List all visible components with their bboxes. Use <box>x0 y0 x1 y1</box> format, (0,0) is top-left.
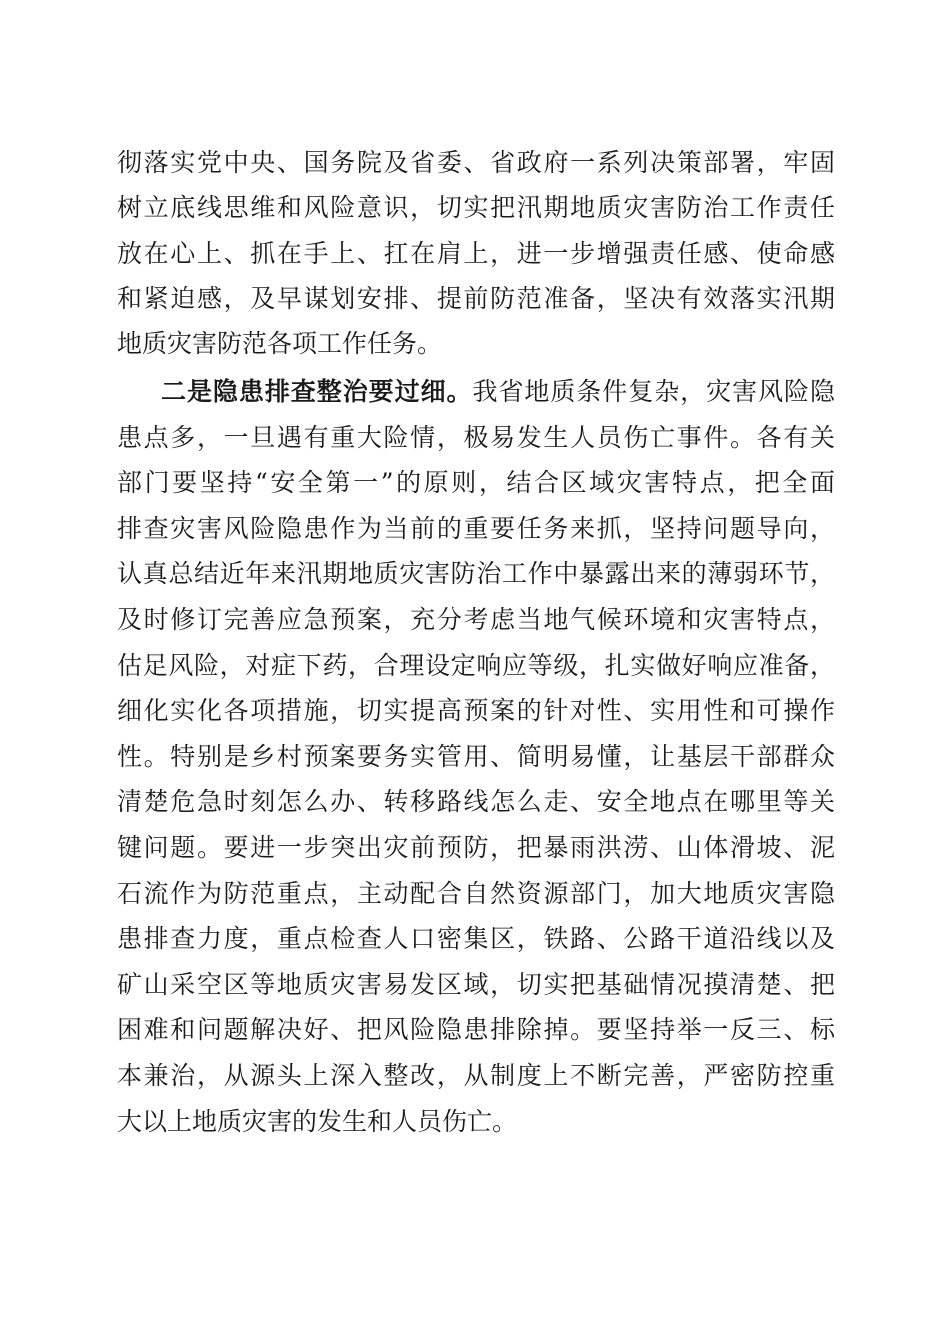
paragraph-line: 患排查力度，重点检查人口密集区，铁路、公路干道沿线以及 <box>117 924 835 954</box>
paragraph-line: 估足风险，对症下药，合理设定响应等级，扎实做好响应准备， <box>117 650 835 680</box>
paragraph-line: 清楚危急时刻怎么办、转移路线怎么走、安全地点在哪里等关 <box>117 787 835 817</box>
paragraph-line: 及时修订完善应急预案，充分考虑当地气候环境和灾害特点， <box>117 604 835 634</box>
paragraph-line: 树立底线思维和风险意识，切实把汛期地质灾害防治工作责任 <box>117 193 835 223</box>
paragraph-line: 性。特别是乡村预案要务实管用、简明易懂，让基层干部群众 <box>117 741 835 771</box>
paragraph-line: 排查灾害风险隐患作为当前的重要任务来抓，坚持问题导向， <box>117 513 835 543</box>
paragraph-first-line <box>117 369 835 415</box>
paragraph-line: 放在心上、抓在手上、扛在肩上，进一步增强责任感、使命感 <box>117 238 835 268</box>
paragraph-line: 彻落实党中央、国务院及省委、省政府一系列决策部署，牢固 <box>117 148 835 177</box>
paragraph-1 <box>117 140 835 366</box>
paragraph-line: 认真总结近年来汛期地质灾害防治工作中暴露出来的薄弱环节， <box>117 559 835 589</box>
paragraph-line: 和紧迫感，及早谋划安排、提前防范准备，坚决有效落实汛期 <box>117 283 835 313</box>
paragraph-line: 本兼治，从源头上深入整改，从制度上不断完善，严密防控重 <box>117 1060 835 1090</box>
paragraph-line: 部门要坚持“安全第一”的原则，结合区域灾害特点，把全面 <box>117 468 835 498</box>
paragraph-line: 细化实化各项措施，切实提高预案的针对性、实用性和可操作 <box>117 696 835 726</box>
paragraph-line: 困难和问题解决好、把风险隐患排除掉。要坚持举一反三、标 <box>117 1015 835 1045</box>
heading-line-text: 我省地质条件复杂，灾害风险隐 <box>472 377 835 406</box>
section-heading: 二是隐患排查整治要过细。 <box>161 377 473 406</box>
paragraph-line: 键问题。要进一步突出灾前预防，把暴雨洪涝、山体滑坡、泥 <box>117 832 835 862</box>
paragraph-line: 大以上地质灾害的发生和人员伤亡。 <box>117 1106 518 1136</box>
paragraph-line: 矿山采空区等地质灾害易发区域，切实把基础情况摸清楚、把 <box>117 969 835 999</box>
paragraph-line: 地质灾害防范各项工作任务。 <box>117 329 443 359</box>
paragraph-2 <box>117 369 835 1144</box>
paragraph-line: 患点多，一旦遇有重大险情，极易发生人员伤亡事件。各有关 <box>117 422 835 452</box>
paragraph-line: 石流作为防范重点，主动配合自然资源部门，加大地质灾害隐 <box>117 878 835 908</box>
